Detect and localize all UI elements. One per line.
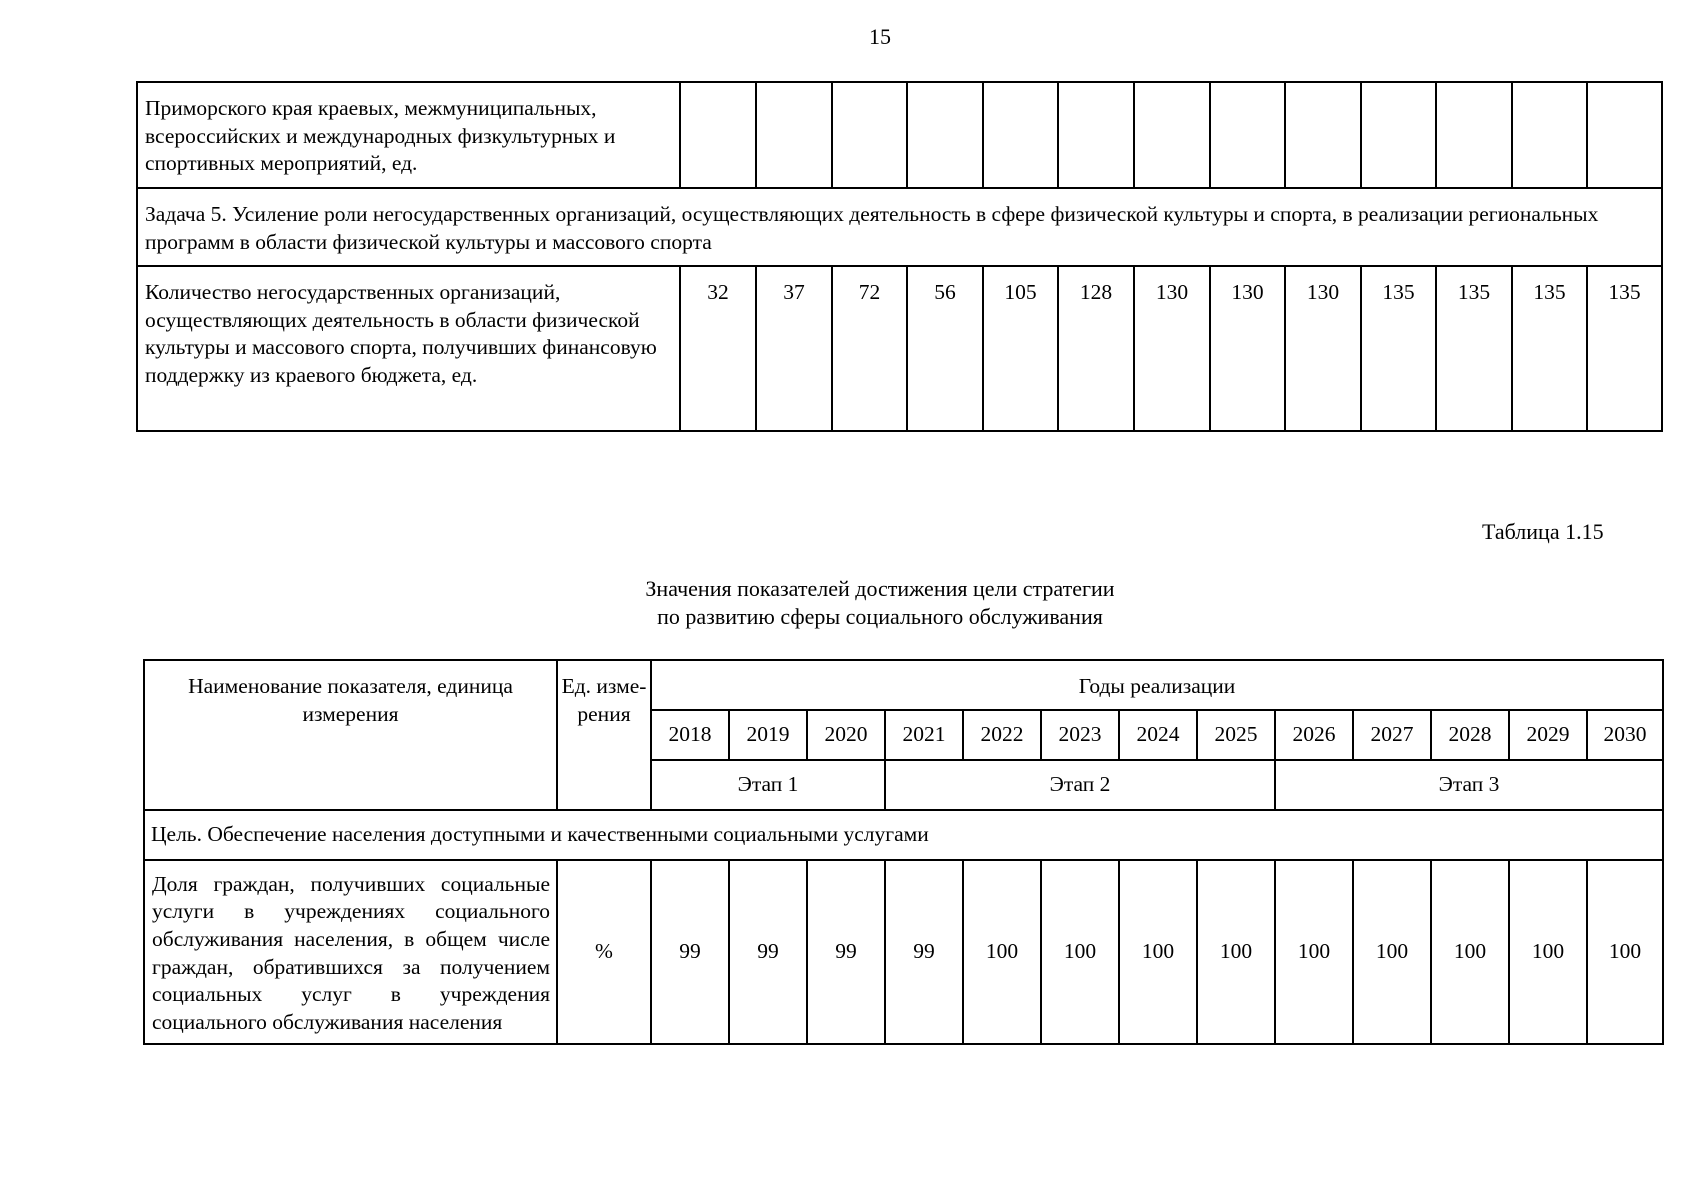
value-cell: 99 [729,860,807,1044]
value-cell: 37 [756,266,832,431]
header-years: Годы реализации [651,660,1663,710]
year-cell: 2019 [729,710,807,760]
goal-heading: Цель. Обеспечение населения доступными и качественными социальными услугами [144,810,1663,860]
empty-cell [1587,82,1662,188]
empty-cell [832,82,907,188]
value-cell: 99 [807,860,885,1044]
value-cell: 130 [1210,266,1285,431]
table-row [144,860,1663,1044]
page-number: 15 [869,24,891,49]
value-cell: 56 [907,266,983,431]
value-cell: 100 [963,860,1041,1044]
year-cell: 2026 [1275,710,1353,760]
year-cell: 2020 [807,710,885,760]
value-cell: 100 [1197,860,1275,1044]
value-cell: 130 [1285,266,1361,431]
indicator-label: Количество негосударственных организаций, осуществляющих деятельность в области физической культуры и массового спорта, получивших финансовую поддержку из краевого бюджета, ед. [137,266,680,431]
value-cell: 105 [983,266,1058,431]
table-row [137,266,1662,431]
empty-cell [983,82,1058,188]
value-cell: 100 [1119,860,1197,1044]
year-cell: 2023 [1041,710,1119,760]
indicators-table-continued [136,81,1663,432]
empty-cell [907,82,983,188]
empty-cell [680,82,756,188]
empty-cell [1058,82,1134,188]
value-cell: 135 [1512,266,1587,431]
year-cell: 2028 [1431,710,1509,760]
value-cell: 32 [680,266,756,431]
table-title-line-2: по развитию сферы социального обслуживания [657,604,1103,630]
empty-cell [1134,82,1210,188]
empty-cell [1361,82,1436,188]
table-row [137,82,1662,188]
empty-cell [756,82,832,188]
table-title [0,575,1699,631]
year-cell: 2021 [885,710,963,760]
value-cell: 100 [1587,860,1663,1044]
social-services-indicators-table [143,659,1664,1045]
value-cell: 100 [1041,860,1119,1044]
stage-1: Этап 1 [651,760,885,810]
header-indicator-name: Наименование показателя, единица измерения [144,660,557,810]
year-cell: 2022 [963,710,1041,760]
year-cell: 2030 [1587,710,1663,760]
empty-cell [1210,82,1285,188]
empty-cell [1512,82,1587,188]
value-cell: 72 [832,266,907,431]
indicator-label: Доля граждан, получивших социальные услуги в учреждениях социального обслуживания населения, в общем числе граждан, обратившихся за получением социальных услуг в учреждения социального обслуживания населения [144,860,557,1044]
indicator-unit: % [557,860,651,1044]
task-5-heading: Задача 5. Усиление роли негосударственных организаций, осуществляющих деятельность в сфере физической культуры и спорта, в реализации региональных программ в области физической культуры и массового спорта [137,188,1662,266]
year-cell: 2029 [1509,710,1587,760]
value-cell: 99 [885,860,963,1044]
header-row [144,660,1663,710]
year-cell: 2027 [1353,710,1431,760]
header-unit: Ед. изме-рения [557,660,651,810]
goal-row [144,810,1663,860]
empty-cell [1436,82,1512,188]
value-cell: 135 [1436,266,1512,431]
value-cell: 100 [1275,860,1353,1044]
year-cell: 2018 [651,710,729,760]
task-row [137,188,1662,266]
empty-cell [1285,82,1361,188]
value-cell: 99 [651,860,729,1044]
year-cell: 2024 [1119,710,1197,760]
year-cell: 2025 [1197,710,1275,760]
value-cell: 100 [1431,860,1509,1044]
stage-3: Этап 3 [1275,760,1663,810]
value-cell: 135 [1361,266,1436,431]
value-cell: 100 [1509,860,1587,1044]
stage-2: Этап 2 [885,760,1275,810]
value-cell: 135 [1587,266,1662,431]
row-label: Приморского края краевых, межмуниципальных, всероссийских и международных физкультурных и спортивных мероприятий, ед. [137,82,680,188]
value-cell: 130 [1134,266,1210,431]
value-cell: 128 [1058,266,1134,431]
table-title-line-1: Значения показателей достижения цели стратегии [645,576,1115,601]
table-number-caption: Таблица 1.15 [1482,519,1604,544]
value-cell: 100 [1353,860,1431,1044]
